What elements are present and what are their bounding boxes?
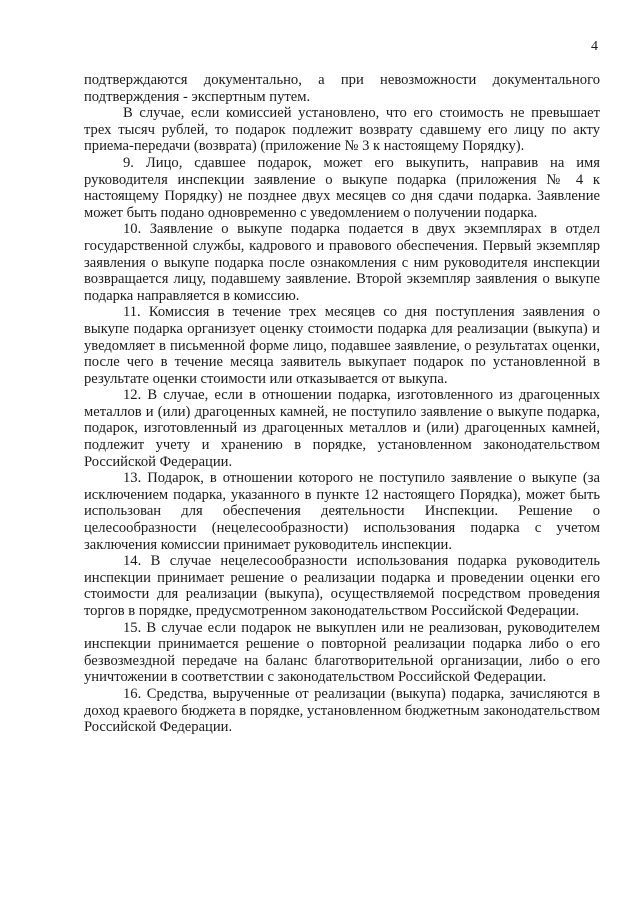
paragraph-11: 11. Комиссия в течение трех месяцев со дня поступления заявления о выкупе подарка организует оценку стоимости подарка для реализации (выкупа) и уведомляет в письменной форме лицо, подавшее заявление, о результатах оценки, после чего в течение месяца заявитель выкупает подарок по установленной в результате оценки стоимости или отказывается от выкупа. — [84, 304, 600, 387]
paragraph-12: 12. В случае, если в отношении подарка, изготовленного из драгоценных металлов и (или) драгоценных камней, не поступило заявление о выкупе подарка, подарок, изготовленный из драгоценных металлов и (или) драгоценных камней, подлежит учету и хранению в порядке, установленном законодательством Российской Федерации. — [84, 387, 600, 470]
document-body — [84, 72, 600, 736]
paragraph-14: 14. В случае нецелесообразности использования подарка руководитель инспекции принимает решение о реализации подарка и проведении оценки его стоимости для реализации (выкупа), осуществляемой посредством проведения торгов в порядке, предусмотренном законодательством Российской Федерации. — [84, 553, 600, 619]
page-number: 4 — [591, 39, 598, 54]
paragraph-return-gift: В случае, если комиссией установлено, что его стоимость не превышает трех тысяч рублей, то подарок подлежит возврату сдавшему его лицу по акту приема-передачи (возврата) (приложение № 3 к настоящему Порядку). — [84, 105, 600, 155]
paragraph-10: 10. Заявление о выкупе подарка подается в двух экземплярах в отдел государственной службы, кадрового и правового обеспечения. Первый экземпляр заявления о выкупе подарка после ознакомления с ним руководителя инспекции возвращается лицу, подавшему заявление. Второй экземпляр заявления о выкупе подарка направляется в комиссию. — [84, 221, 600, 304]
paragraph-15: 15. В случае если подарок не выкуплен или не реализован, руководителем инспекции принимается решение о повторной реализации подарка либо о его безвозмездной передаче на баланс благотворительной организации, либо о его уничтожении в соответствии с законодательством Российской Федерации. — [84, 619, 600, 686]
paragraph-9: 9. Лицо, сдавшее подарок, может его выкупить, направив на имя руководителя инспекции заявление о выкупе подарка (приложения № 4 к настоящему Порядку) не позднее двух месяцев со дня сдачи подарка. Заявление может быть подано одновременно с уведомлением о получении подарка. — [84, 154, 600, 221]
paragraph-16: 16. Средства, вырученные от реализации (выкупа) подарка, зачисляются в доход краевого бюджета в порядке, установленном бюджетным законодательством Российской Федерации. — [84, 685, 600, 736]
paragraph-13: 13. Подарок, в отношении которого не поступило заявление о выкупе (за исключением подарка, указанного в пункте 12 настоящего Порядка), может быть использован для обеспечения деятельности Инспекции. Решение о целесообразности (нецелесообразности) использования подарка с учетом заключения комиссии принимает руководитель инспекции. — [84, 470, 600, 553]
paragraph-continuation: подтверждаются документально, а при невозможности документального подтверждения - экспертным путем. — [84, 72, 600, 105]
